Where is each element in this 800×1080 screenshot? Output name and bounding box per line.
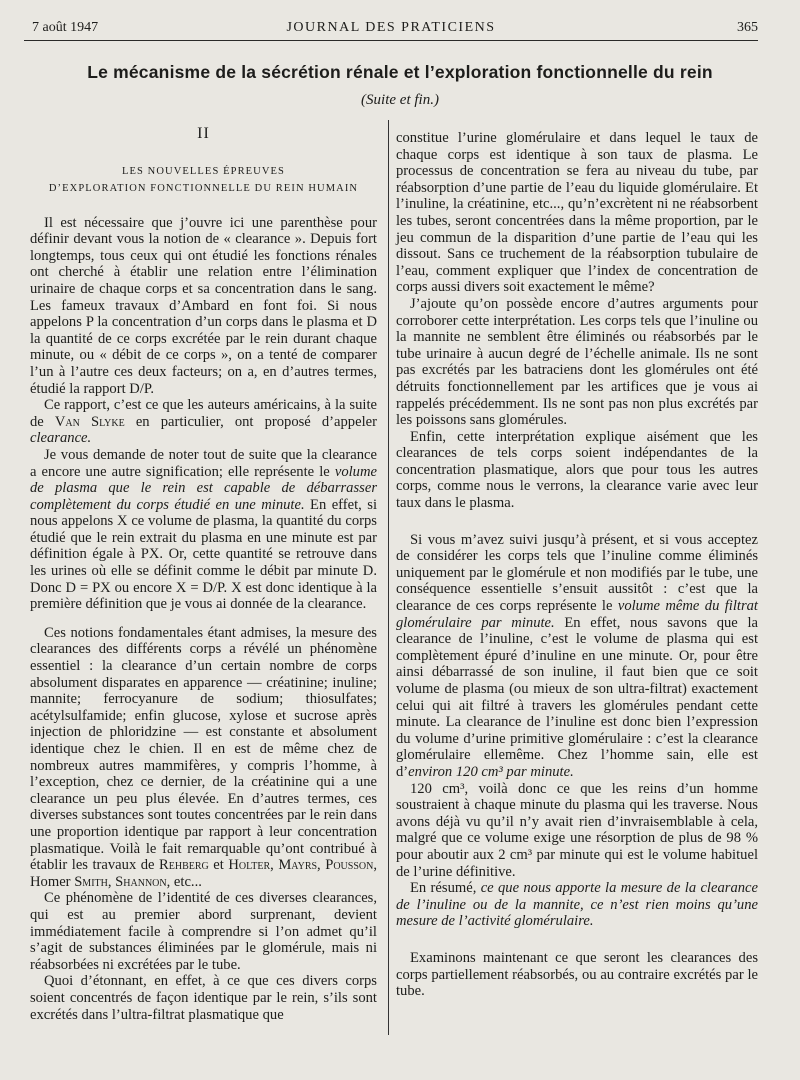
- paragraph: Enfin, cette interprétation explique aisément que les clearances de tels corps soient indépendantes de la concentration plasmatique, alors que pour tous les autres corps, comme nous le verrons, la clearance varie avec leur taux dans le plasma.: [396, 428, 758, 512]
- running-header: [24, 18, 758, 41]
- paragraph: 120 cm³, voilà donc ce que les reins d’un homme soustraient à chaque minute du plasma qui les traverse. Nous avons déjà vu qu’il n’y avait rien d’invraisemblable à cela, malgré que ce volume exige une résorption de plus de 98 % pour aboutir aux 2 cm³ par minute qui est le volume habituel de l’urine définitive.: [396, 780, 758, 880]
- paragraph: Examinons maintenant ce que seront les clearances des corps partiellement réabsorbés, ou au contraire excrétés par le tube.: [396, 949, 758, 1000]
- article-title: Le mécanisme de la sécrétion rénale et l’exploration fonctionnelle du rein: [87, 62, 713, 82]
- author-name: Shannon: [115, 873, 167, 890]
- author-name: Smith: [74, 873, 108, 890]
- issue-date: 7 août 1947: [32, 20, 99, 35]
- paragraph: Quoi d’étonnant, en effet, à ce que ces divers corps soient concentrés de façon identique par le rein, s’ils sont excrétés dans l’ultra-filtrat plasmatique que: [30, 973, 377, 1023]
- paragraph: En résumé, ce que nous apporte la mesure de la clearance de l’inuline ou de la mannite, ce n’est rien moins qu’une mesure de l’activité glomérulaire.: [396, 880, 758, 930]
- section-heading: [30, 163, 377, 197]
- article-subtitle: (Suite et fin.): [361, 92, 439, 108]
- paragraph: Ce rapport, c’est ce que les auteurs américains, à la suite de Van Slyke en particulier, ont proposé d’appeler clearance.: [30, 397, 377, 447]
- author-name: Rehberg: [159, 857, 209, 874]
- paragraph: Ce phénomène de l’identité de ces diverses clearances, qui est au premier abord surprenant, devient immédiatement facile à comprendre si l’on admet qu’il s’agit de substances éliminées par le glomérule, mais ni réabsorbées ni excrétées par le tube.: [30, 890, 377, 973]
- author-name: Mayrs: [278, 857, 318, 874]
- author-name: Holter: [228, 857, 271, 874]
- author-name: Pousson: [325, 857, 374, 874]
- section-heading-line-1: LES NOUVELLES ÉPREUVES: [121, 165, 286, 177]
- author-name: Van Slyke: [54, 413, 125, 430]
- column-divider: [388, 120, 389, 1035]
- paragraph: Il est nécessaire que j’ouvre ici une parenthèse pour définir devant vous la notion de « clearance ». Depuis fort longtemps, tous ceux qui ont étudié les fonctions rénales ont cherché à établir une relation entre l’élimination urinaire de chaque corps et sa concentration dans le sang. Les fameux travaux d’Ambard en font foi. Si nous appelons P la concentration d’un corps dans le plasma et D la quantité de ce corps excrétée par le rein durant chaque minute, ou « débit de ce corps », on a tenté de comparer l’un à l’autre ces deux facteurs; on a, en d’autres termes, étudié la rapport D/P.: [30, 214, 377, 397]
- paragraph: J’ajoute qu’on possède encore d’autres arguments pour corroborer cette interprétation. Les corps tels que l’inuline ou la mannite ne semblent être éliminés ou réabsorbés par le tube urinaire à aucun degré de l’échelle animale. Ils ne sont pas excrétés par les batraciens dont les glomérules ont été détruits fonctionnellement par les artifices que je vous ai rappelés précédemment. Ils ne sont pas non plus excrétés par les poissons sans glomérules.: [396, 295, 758, 429]
- paragraph: Ces notions fondamentales étant admises, la mesure des clearances des différents corps a révélé un phénomène essentiel : la clearance d’un certain nombre de corps absolument disparates en apparence — créatinine; inuline; mannite; ferrocyanure de sodium; thiosulfates; acétylsulfamide; enfin glucose, xylose et sucrose après injection de phloridzine — est constante et absolument identique chez le chien. Il en est de même chez de nombreux autres mammifères, y compris l’homme, à l’exception, chez ce dernier, de la créatinine qui a une clearance un peu plus élevée. En d’autres termes, ces diverses substances sont toutes concentrées par le rein dans une proportion identique par rapport à leur concentration plasmatique. Voilà le fait remarquable qu’ont contribué à établir les travaux de Rehberg et Holter, Mayrs, Pousson, Homer Smith, Shannon, etc...: [30, 624, 377, 890]
- journal-name: JOURNAL DES PRATICIENS: [286, 20, 496, 35]
- paragraph: Si vous m’avez suivi jusqu’à présent, et si vous acceptez de considérer les corps tels que l’inuline comme éliminés uniquement par le glomérule et non modifiés par le tube, une conséquence essentielle s’ensuit aussitôt : c’est que la clearance de ces corps représente le volume même du filtrat glomérulaire par minute. En effet, nous savons que la clearance de l’inuline, c’est le volume de plasma qui est complètement épuré d’inuline en une minute. Or, pour être ainsi débarrassé de son inuline, il faut bien que ce soit volume de plasma (ou mieux de son ultra-filtrat) exactement celui qui ait filtré à travers les glomérules pendant cette minute. La clearance de l’inuline est donc bien l’expression du volume d’urine primitive glomérulaire : c’est la clearance glomérulaire ellemême. Chez l’homme sain, elle est d’environ 120 cm³ par minute.: [396, 531, 758, 780]
- paragraph: constitue l’urine glomérulaire et dans lequel le taux de chaque corps est identique à son taux de plasma. Le processus de concentration se fera au niveau du tube, par réabsorption d’une partie de l’eau du liquide glomérulaire. Et l’inuline, la créatinine, etc..., qu’n’excrètent ni ne réabsorbent les tubes, seront concentrées dans la même proportion, par le jeu commun de la disparition d’une partie de l’eau qui les dissout. Sans ce truchement de la réabsorption tubulaire de l’eau, comment expliquer que l’index de concentration de corps aussi divers soit exactement le même?: [396, 130, 758, 296]
- right-column: [396, 130, 758, 1000]
- section-heading-line-2: D’EXPLORATION FONCTIONNELLE DU REIN HUMAIN: [48, 182, 359, 194]
- section-number: II: [197, 125, 210, 142]
- left-column: [30, 126, 377, 1023]
- page-number: 365: [737, 20, 758, 35]
- paragraph: Je vous demande de noter tout de suite que la clearance a encore une autre signification; elle représente le volume de plasma que le rein est capable de débarrasser complètement du corps étudié en une minute. En effet, si nous appelons X ce volume de plasma, la quantité du corps étudié que le rein extrait du plasma en une minute est par définition égale à PX. Or, cette quantité se retrouve dans les urines où elle se définit comme le débit par minute D. Donc D = PX ou encore X = D/P. X est donc identique à la première définition que je vous ai donnée de la clearance.: [30, 446, 377, 613]
